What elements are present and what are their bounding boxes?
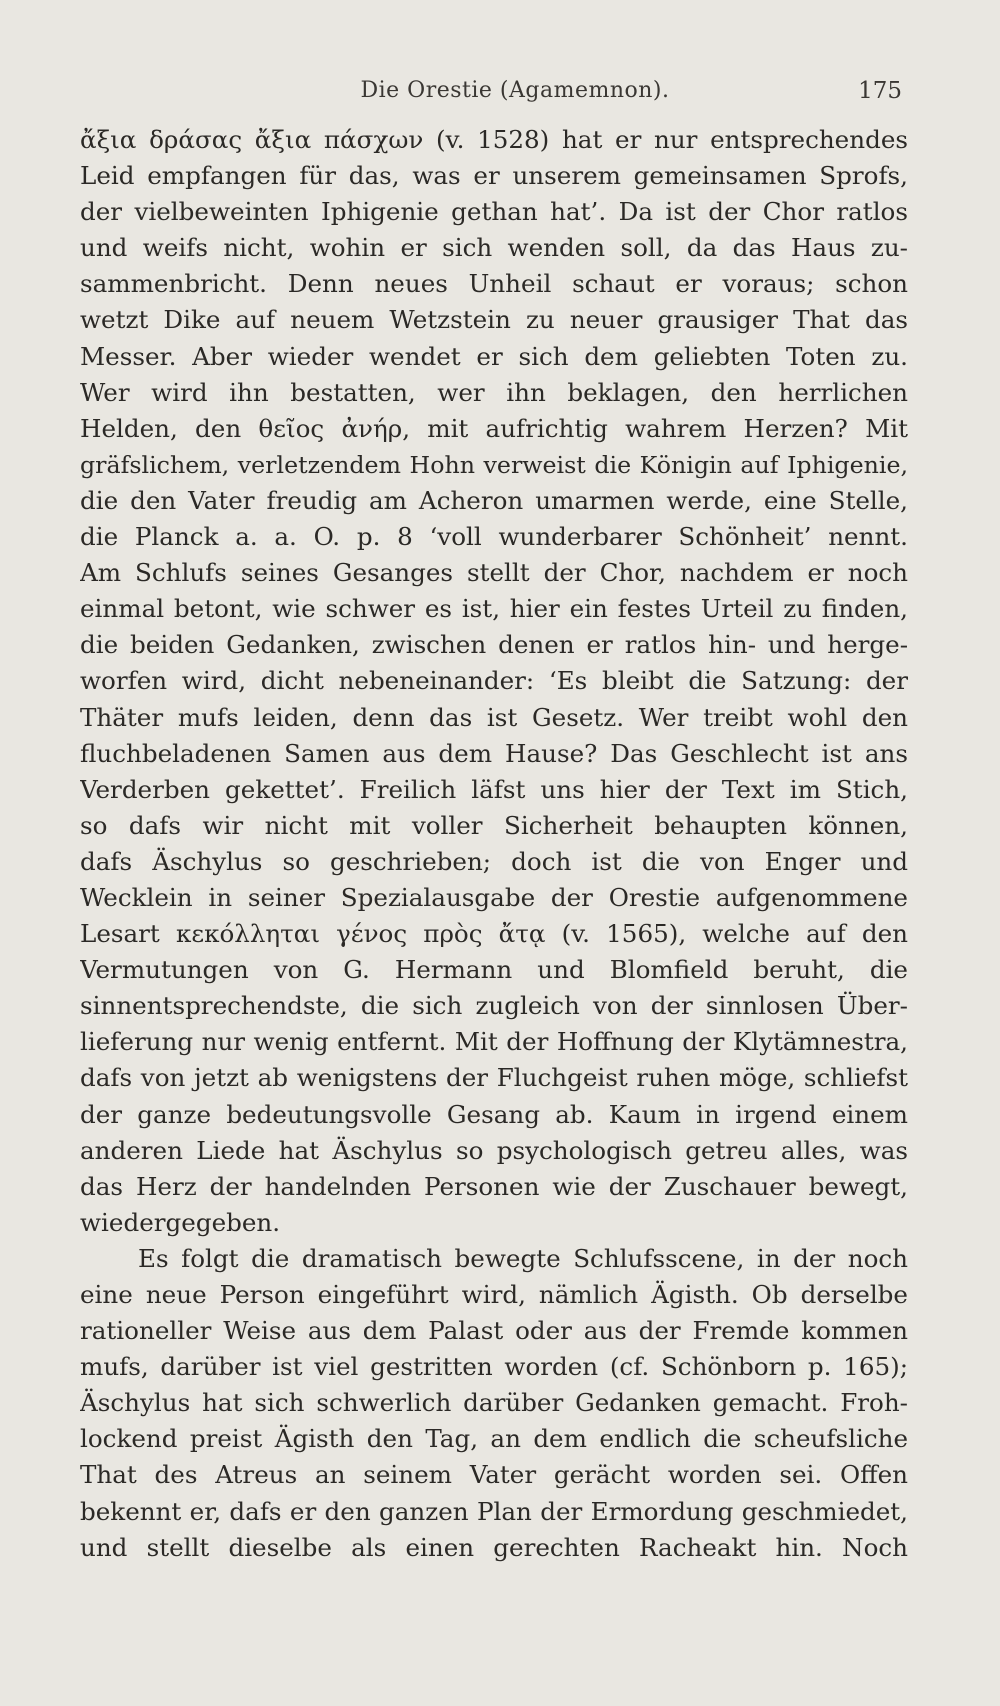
text-line: gräfslichem, verletzendem Hohn verweist die Königin auf Iphigenie,: [80, 450, 908, 479]
text-line: und weifs nicht, wohin er sich wenden soll, da das Haus zu-: [80, 233, 908, 263]
text-line: sammenbricht. Denn neues Unheil schaut er voraus; schon: [80, 269, 908, 299]
text-line: Wer wird ihn bestatten, wer ihn beklagen, den herrlichen: [80, 377, 908, 407]
text-line: das Herz der handelnden Personen wie der Zuschauer bewegt,: [80, 1171, 908, 1201]
text-line: rationeller Weise aus dem Palast oder aus der Fremde kommen: [80, 1316, 908, 1346]
text-line: der ganze bedeutungsvolle Gesang ab. Kaum in irgend einem: [80, 1099, 908, 1129]
text-line: Messer. Aber wieder wendet er sich dem geliebten Toten zu.: [80, 341, 908, 371]
body-text: [80, 122, 908, 1566]
text-line: Thäter mufs leiden, denn das ist Gesetz. Wer treibt wohl den: [80, 702, 908, 732]
page-number: 175: [858, 78, 902, 104]
text-line: Äschylus hat sich schwerlich darüber Gedanken gemacht. Froh-: [80, 1388, 908, 1418]
text-line: Verderben gekettet’. Freilich läfst uns hier der Text im Stich,: [80, 774, 908, 804]
text-line: einmal betont, wie schwer es ist, hier ein festes Urteil zu finden,: [80, 594, 908, 624]
text-line: lieferung nur wenig entfernt. Mit der Hoffnung der Klytämnestra,: [80, 1027, 908, 1057]
text-line: bekennt er, dafs er den ganzen Plan der Ermordung geschmiedet,: [80, 1496, 908, 1526]
running-head: Die Orestie (Agamemnon).: [360, 78, 670, 103]
text-line: und stellt dieselbe als einen gerechten Racheakt hin. Noch: [80, 1532, 908, 1562]
page-header: [80, 78, 910, 108]
text-line: Helden, den θεῖος ἀνήρ, mit aufrichtig wahrem Herzen? Mit: [80, 413, 908, 443]
text-line: so dafs wir nicht mit voller Sicherheit behaupten können,: [80, 810, 908, 840]
text-line: eine neue Person eingeführt wird, nämlich Ägisth. Ob derselbe: [80, 1280, 908, 1309]
text-line: ἄξια δράσας ἄξια πάσχων (v. 1528) hat er nur entsprechendes: [80, 125, 908, 154]
text-line: Vermutungen von G. Hermann und Blomfield beruht, die: [80, 955, 908, 985]
text-line: die beiden Gedanken, zwischen denen er ratlos hin- und herge-: [80, 630, 908, 660]
text-line: lockend preist Ägisth den Tag, an dem endlich die scheufsliche: [80, 1424, 908, 1454]
text-line: mufs, darüber ist viel gestritten worden (cf. Schönborn p. 165);: [80, 1352, 908, 1382]
text-line: worfen wird, dicht nebeneinander: ‘Es bleibt die Satzung: der: [80, 666, 908, 696]
text-line: fluchbeladenen Samen aus dem Hause? Das Geschlecht ist ans: [80, 738, 908, 768]
text-line: die Planck a. a. O. p. 8 ‘voll wunderbarer Schönheit’ nennt.: [80, 522, 908, 552]
text-line: die den Vater freudig am Acheron umarmen werde, eine Stelle,: [80, 485, 908, 515]
text-line: dafs Äschylus so geschrieben; doch ist die von Enger und: [80, 846, 908, 876]
text-line: Leid empfangen für das, was er unserem gemeinsamen Sprofs,: [80, 161, 908, 191]
paragraph-start-line: Es folgt die dramatisch bewegte Schlufsscene, in der noch: [138, 1243, 908, 1273]
text-line: That des Atreus an seinem Vater gerächt worden sei. Offen: [80, 1460, 908, 1490]
text-line: Wecklein in seiner Spezialausgabe der Orestie aufgenommene: [80, 882, 908, 912]
text-line: Lesart κεκόλληται γένος πρὸς ἄτᾳ (v. 1565), welche auf den: [80, 919, 908, 949]
text-line: der vielbeweinten Iphigenie gethan hat’. Da ist der Chor ratlos: [80, 197, 908, 227]
text-line: sinnentsprechendste, die sich zugleich von der sinnlosen Über-: [80, 991, 908, 1021]
text-line: dafs von jetzt ab wenigstens der Fluchgeist ruhen möge, schliefst: [80, 1063, 908, 1093]
paragraph-end-line: wiedergegeben.: [80, 1207, 281, 1237]
text-line: anderen Liede hat Äschylus so psychologisch getreu alles, was: [80, 1135, 908, 1165]
text-line: wetzt Dike auf neuem Wetzstein zu neuer grausiger That das: [80, 305, 908, 335]
text-line: Am Schlufs seines Gesanges stellt der Chor, nachdem er noch: [80, 558, 908, 588]
